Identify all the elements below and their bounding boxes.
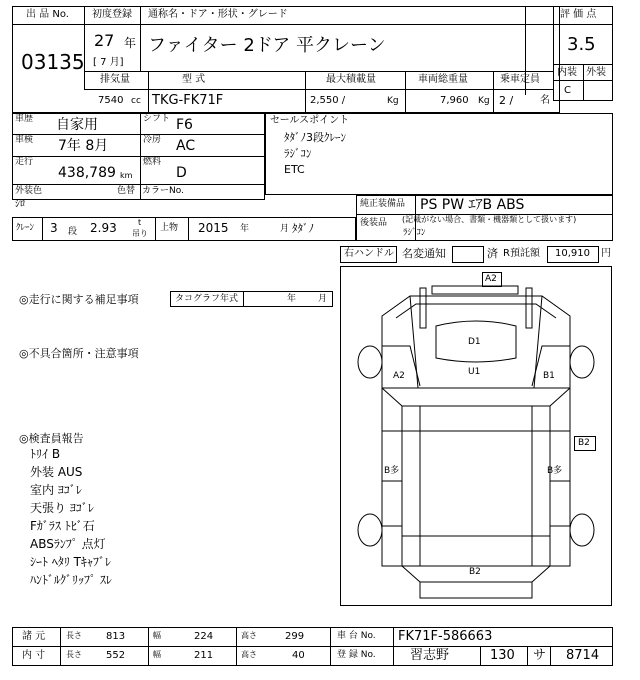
genuine-label: 純正装備品 [360,199,406,209]
max-load-unit: Kg [387,96,399,106]
exterior-label: 外装 [586,67,606,78]
shift-label: シフト [143,114,171,124]
a2-left-label: A2 [393,371,405,381]
name-change-box [452,246,484,263]
upper-year-unit: 年 [240,224,250,234]
right-handle-label: 右ハンドル [344,248,394,259]
sales-points-title: セールスポイント [270,115,350,126]
crane-stages: 3 [50,221,58,235]
inspector-title: ◎検査員報告 [19,432,84,445]
crane-capacity: 2.93 [90,221,117,235]
gross-weight-label: 車両総重量 [418,74,468,85]
inspector-item: 外装 AUS [30,465,83,479]
reg-class: 130 [490,648,515,663]
fuel-label: 燃料 [143,157,162,167]
dims-width-value: 224 [194,631,214,642]
gross-weight-unit: Kg [478,96,490,106]
defects-title: ◎不具合箇所・注意事項 [19,347,139,360]
vehicle-name: ファイター 2ドア 平クレーン [148,35,386,56]
gross-weight-value: 7,960 [440,95,469,106]
inner-height-label: 高さ [241,650,257,659]
mileage-value: 438,789 [58,165,116,181]
year-unit: 年 [124,36,137,50]
first-reg-label: 初度登録 [92,9,132,20]
sales-point-item: ETC [284,163,305,176]
max-load-label: 最大積載量 [326,74,376,85]
dims-label: 諸 元 [22,631,46,642]
dims-length-value: 813 [106,631,126,642]
first-reg-month: [ 7 月] [93,57,124,68]
aftermarket-label: 後装品 [360,218,388,228]
ac-value: AC [176,138,196,154]
d1-label: D1 [468,337,481,347]
inspection-value: 7年 8月 [58,138,109,154]
capacity-label: 乗車定員 [500,74,540,85]
ext-color-label: 外装色 [15,186,43,196]
lot-label: 出 品 No. [26,9,69,20]
first-reg-year: 27 [94,31,115,50]
inner-height-value: 40 [292,650,305,661]
reg-number: 8714 [566,648,600,663]
dims-length-label: 長さ [66,631,82,640]
inner-length-label: 長さ [66,650,82,659]
truck-diagram [340,266,612,606]
reg-region: 習志野 [410,648,450,663]
aftermarket-note: (記載がない場合、書類・機器類として扱います) [402,215,577,224]
crane-stages-unit: 段 [68,227,78,237]
genuine-value: PS PW ｴｱB ABS [420,197,525,213]
capacity-value: 2 / [499,94,514,107]
crane-label: ｸﾚｰﾝ [16,223,35,233]
mileage-unit: km [120,171,133,180]
aftermarket-value: ﾗｼﾞｺﾝ [403,228,426,238]
max-load-value: 2,550 / [310,95,346,106]
crane-capacity-unit-top: t [138,218,142,227]
inner-width-label: 幅 [153,650,161,659]
b-many-right-label: B多 [547,466,563,476]
tachograph-year-unit: 年 [287,294,297,304]
score-label: 評 価 点 [560,9,597,20]
yen-label: 円 [601,248,611,259]
b2-bottom-label: B2 [469,567,481,577]
recycle-label: R預託額 [503,248,540,259]
sales-point-item: ﾀﾀﾞﾉ3段ｸﾚｰﾝ [284,131,346,144]
chassis-value: FK71F-586663 [398,629,493,644]
displacement-label: 排気量 [100,74,130,85]
capacity-unit: 名 [540,95,550,106]
model-value: TKG-FK71F [152,93,224,108]
inspector-item: 天張り ﾖｺﾞﾚ [30,501,94,515]
inspector-item: ABSﾗﾝﾌﾟ 点灯 [30,537,106,551]
name-label: 通称名・ドア・形状・グレード [148,9,288,20]
upper-year: 2015 [198,221,229,235]
displacement-value: 7540 [98,95,124,106]
upper-month-unit: 月 [280,224,290,234]
dims-width-label: 幅 [153,631,161,640]
history-label: 車歴 [15,114,34,124]
inspector-item: ﾄﾘｲ B [30,447,61,461]
displacement-unit: cc [131,96,141,106]
upper-label: 上物 [160,223,179,233]
inspector-item: ｼｰﾄ ﾍﾀﾘ Tｷｬﾌﾞﾚ [30,555,111,569]
chassis-label: 車 台 No. [337,631,376,641]
reg-label: 登 録 No. [337,650,376,660]
interior-grade: C [564,85,571,96]
ext-color-value: ｼﾛ [15,199,25,210]
recycle-amount: 10,910 [555,248,590,259]
color-no-label: カラーNo. [142,186,184,196]
inner-length-value: 552 [106,650,126,661]
color-change-label: 色替 [117,186,136,196]
b1-label: B1 [543,371,555,381]
sales-point-item: ﾗｼﾞｺﾝ [284,147,312,160]
dims-height-label: 高さ [241,631,257,640]
lot-number: 03135 [21,50,85,74]
name-change-label: 名変通知 [402,247,446,260]
tachograph-label: タコグラフ年式 [175,294,239,304]
tax-label: 済 [487,247,498,260]
inner-width-value: 211 [194,650,214,661]
shift-value: F6 [176,117,193,133]
ac-label: 冷房 [143,135,162,145]
mileage-label: 走行 [15,157,34,167]
a2-top-label: A2 [485,274,497,284]
tachograph-month-unit: 月 [318,294,328,304]
supplement-title: ◎走行に関する補足事項 [19,293,139,306]
b2-right-label: B2 [578,438,590,448]
dims-height-value: 299 [285,631,305,642]
inspector-item: Fｶﾞﾗｽ ﾄﾋﾞ石 [30,519,95,533]
fuel-value: D [176,165,187,181]
crane-capacity-unit-bottom: 吊り [132,229,148,238]
inspector-item: ﾊﾝﾄﾞﾙｸﾞﾘｯﾌﾟ ｽﾚ [30,573,112,587]
history-value: 自家用 [56,117,98,133]
upper-maker: ﾀﾀﾞﾉ [292,222,314,235]
inner-label: 内 寸 [22,650,46,661]
reg-kana: サ [533,648,547,663]
score-value: 3.5 [567,34,596,55]
inspection-label: 車検 [15,135,34,145]
u1-label: U1 [468,367,481,377]
model-label: 型 式 [182,74,206,85]
interior-label: 内装 [557,67,577,78]
b-many-left-label: B多 [384,466,400,476]
inspector-item: 室内 ﾖｺﾞﾚ [30,483,82,497]
